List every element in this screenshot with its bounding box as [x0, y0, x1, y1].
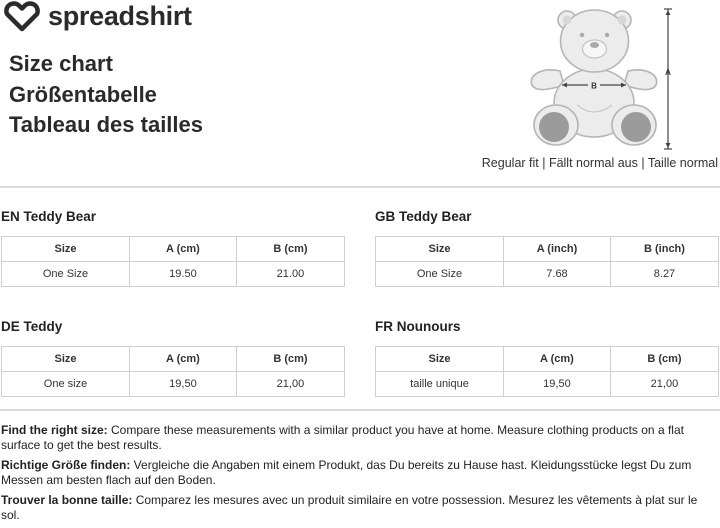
- table-title-fr: FR Nounours: [375, 319, 461, 334]
- note-de: [1, 458, 719, 487]
- header-a: A (cm): [130, 347, 237, 372]
- title-en: Size chart: [9, 51, 113, 76]
- header-size: Size: [376, 347, 504, 372]
- header-size: Size: [376, 237, 504, 262]
- heart-logo-icon: [2, 2, 42, 32]
- divider: [0, 409, 720, 411]
- note-label: Trouver la bonne taille:: [1, 493, 133, 507]
- table-title-en: EN Teddy Bear: [1, 209, 97, 224]
- size-table-gb: [375, 236, 719, 287]
- label-a: A: [665, 68, 671, 77]
- cell-b: 21,00: [236, 372, 344, 397]
- cell-a: 19,50: [504, 372, 611, 397]
- table-row: [2, 372, 345, 397]
- table-header-row: [2, 347, 345, 372]
- label-b: B: [591, 81, 597, 91]
- cell-a: 7.68: [504, 262, 611, 287]
- header-a: A (cm): [130, 237, 237, 262]
- header-b: B (inch): [610, 237, 718, 262]
- table-header-row: [376, 237, 719, 262]
- divider: [0, 186, 720, 188]
- table-row: [2, 262, 345, 287]
- cell-size: taille unique: [376, 372, 504, 397]
- note-label: Richtige Größe finden:: [1, 458, 131, 472]
- spreadshirt-logo[interactable]: [2, 1, 192, 32]
- header-b: B (cm): [610, 347, 718, 372]
- size-table-de: [1, 346, 345, 397]
- note-en: [1, 423, 719, 452]
- brand-name: spreadshirt: [48, 1, 192, 31]
- table-title-gb: GB Teddy Bear: [375, 209, 472, 224]
- page-titles: [9, 49, 203, 141]
- cell-b: 21.00: [236, 262, 344, 287]
- header-a: A (inch): [504, 237, 611, 262]
- note-fr: [1, 493, 719, 522]
- header-b: B (cm): [236, 347, 344, 372]
- table-header-row: [2, 237, 345, 262]
- table-row: [376, 372, 719, 397]
- fit-description: Regular fit | Fällt normal aus | Taille normal: [481, 156, 718, 170]
- cell-a: 19.50: [130, 262, 237, 287]
- cell-size: One size: [2, 372, 130, 397]
- header-b: B (cm): [236, 237, 344, 262]
- table-header-row: [376, 347, 719, 372]
- table-row: [376, 262, 719, 287]
- measurement-notes: [1, 423, 719, 528]
- teddy-bear-measurement-illustration: [522, 5, 682, 153]
- cell-a: 19,50: [130, 372, 237, 397]
- note-text: Vergleiche die Angaben mit einem Produkt, das Du bereits zu Hause hast. Kleidungsstücke legst Du zum Messen am besten flach auf den Boden.: [1, 458, 692, 487]
- size-table-fr: [375, 346, 719, 397]
- header-size: Size: [2, 347, 130, 372]
- note-label: Find the right size:: [1, 423, 108, 437]
- header-size: Size: [2, 237, 130, 262]
- note-text: Comparez les mesures avec un produit similaire en votre possession. Mesurez les vêtements à plat sur le sol.: [1, 493, 698, 522]
- cell-size: One Size: [2, 262, 130, 287]
- title-de: Größentabelle: [9, 81, 157, 107]
- cell-b: 21,00: [610, 372, 718, 397]
- table-title-de: DE Teddy: [1, 319, 63, 334]
- note-text: Compare these measurements with a similar product you have at home. Measure clothing products on a flat surface to get the best results.: [1, 423, 684, 452]
- cell-b: 8.27: [610, 262, 718, 287]
- header-a: A (cm): [504, 347, 611, 372]
- size-table-en: [1, 236, 345, 287]
- cell-size: One Size: [376, 262, 504, 287]
- title-fr: Tableau des tailles: [9, 112, 204, 137]
